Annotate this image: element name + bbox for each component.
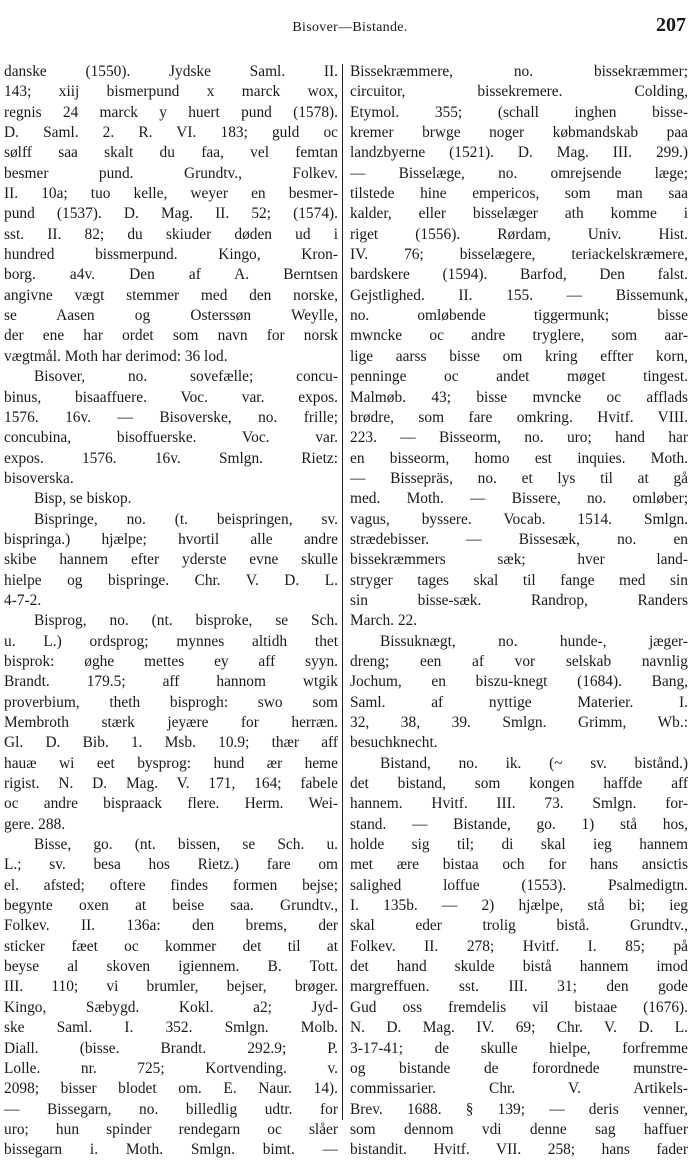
text-line: bispringa.) hjælpe; hvortil alle andre xyxy=(4,530,338,548)
text-line: 143; xiij bismerpund x marck wox, xyxy=(4,83,338,101)
text-line: kalder, eller bisselæger ath komme i xyxy=(350,205,688,223)
text-line: lige aarss bisse om kring effter korn, xyxy=(350,347,688,365)
text-line: expos. 1576. 16v. Smlgn. Rietz: xyxy=(4,449,338,467)
left-column xyxy=(4,62,338,1161)
text-line: Jochum, en biszu-knegt (1684). Bang, xyxy=(350,673,688,691)
text-line: mwncke oc andre tryglere, som aar- xyxy=(350,327,688,345)
text-line: sticker fæet oc kommer det til at xyxy=(4,937,338,955)
text-line: N. D. Mag. IV. 69; Chr. V. D. L. xyxy=(350,1019,688,1037)
text-line: Gl. D. Bib. 1. Msb. 10.9; thær aff xyxy=(4,734,338,752)
text-line: Bispringe, no. (t. beispringen, sv. xyxy=(34,510,338,528)
text-line: bissekræmmers sæk; hver land- xyxy=(350,551,688,569)
text-line: kremer brwge noger købmandskab paa xyxy=(350,124,688,142)
text-line: 3-17-41; de skulle hielpe, forfremme xyxy=(350,1039,688,1057)
text-line: hielpe og bispringe. Chr. V. D. L. xyxy=(4,571,338,589)
text-line: som dennom vdi denne sag haffuer xyxy=(350,1120,688,1138)
text-line: proverbium, theth bisprogh: swo som xyxy=(4,693,338,711)
text-line: uro; hun spinder rendegarn oc slåer xyxy=(4,1120,338,1138)
running-head: Bisover—Bistande. xyxy=(292,20,408,35)
text-line: se Aasen og Osterssøn Weylle, xyxy=(4,307,338,325)
text-line: Saml. af nyttige Materier. I. xyxy=(350,693,688,711)
text-line: el. afsted; oftere findes formen bejse; xyxy=(4,876,338,894)
text-line: 2098; bisser blodet om. E. Naur. 14). xyxy=(4,1080,338,1098)
text-line: danske (1550). Jydske Saml. II. xyxy=(4,63,338,80)
page-number: 207 xyxy=(656,14,686,36)
text-line: landzbyerne (1521). D. Mag. III. 299.) xyxy=(350,144,688,162)
text-line: Bisover, no. sovefælle; concu- xyxy=(34,368,338,386)
text-line: — Bisselæge, no. omrejsende læge; xyxy=(350,164,688,182)
column-divider xyxy=(342,64,343,1120)
text-line: hauæ wi eet bysprog: hund ær heme xyxy=(4,754,338,772)
text-line: binus, bisaaffuere. Voc. var. expos. xyxy=(4,388,338,406)
text-line: og bistande de forordnede munstre- xyxy=(350,1059,688,1077)
text-line: D. Saml. 2. R. VI. 183; guld oc xyxy=(4,124,338,142)
page-header xyxy=(0,14,700,44)
text-line: Folkev. II. 278; Hvitf. I. 85; på xyxy=(350,937,688,955)
text-line: Bisp, se biskop. xyxy=(34,490,132,508)
text-line: pund (1537). D. Mag. II. 52; (1574). xyxy=(4,205,338,223)
text-line: IV. 76; bisselægere, teriackelskræmere, xyxy=(350,246,688,264)
text-line: L.; sv. besa hos Rietz.) fare om xyxy=(4,856,338,874)
text-line: penninge oc andet møget tingest. xyxy=(350,368,688,386)
text-line: regnis 24 marck y huert pund (1578). xyxy=(4,103,338,121)
text-line: Kingo, Sæbygd. Kokl. a2; Jyd- xyxy=(4,998,338,1016)
text-line: — Bissegarn, no. billedlig udtr. for xyxy=(4,1100,338,1118)
text-line: sst. II. 82; du skiuder døden ud i xyxy=(4,225,338,243)
text-line: borg. a4v. Den af A. Berntsen xyxy=(4,266,338,284)
text-line: stand. — Bistande, go. 1) stå hos, xyxy=(350,815,688,833)
text-line: III. 110; vi brumler, bejser, brøger. xyxy=(4,978,338,996)
text-line: bissegarn i. Moth. Smlgn. bimt. — xyxy=(4,1141,338,1159)
text-line: brødre, som fare omkring. Hvitf. VIII. xyxy=(350,408,688,426)
text-line: vagus, byssere. Vocab. 1514. Smlgn. xyxy=(350,510,688,528)
text-line: 4-7-2. xyxy=(4,591,42,609)
text-line: skal eder trolig bistå. Grundtv., xyxy=(350,917,688,935)
text-line: sin bisse-sæk. Randrop, Randers xyxy=(350,591,688,609)
text-line: rigist. N. D. Mag. V. 171, 164; fabele xyxy=(4,775,338,793)
text-line: strædebisser. — Bissesæk, no. en xyxy=(350,530,688,548)
text-line: bisoverska. xyxy=(4,469,74,487)
text-line: beyse al skoven igiennem. B. Tott. xyxy=(4,958,338,976)
text-line: vægtmål. Moth har derimod: 36 lod. xyxy=(4,347,228,365)
right-column xyxy=(350,62,688,1161)
text-line: dreng; een af vor selskab navnlig xyxy=(350,652,688,670)
text-line: — Bissepräs, no. et lys til at gå xyxy=(350,469,688,487)
text-line: bistandit. Hvitf. VII. 258; hans fader xyxy=(350,1141,688,1159)
text-line: II. 10a; tuo kelle, weyer en besmer- xyxy=(4,185,338,203)
text-line: no. omløbende tiggermunk; bisse xyxy=(350,307,688,325)
text-line: riget (1556). Rørdam, Univ. Hist. xyxy=(350,225,688,243)
text-line: bisprok: øghe mettes ey aff syyn. xyxy=(4,652,338,670)
text-line: Etymol. 355; (schall inghen bisse- xyxy=(350,103,688,121)
text-line: sølff saa skalt du faa, vel femtan xyxy=(4,144,338,162)
text-line: March. 22. xyxy=(350,612,418,630)
text-line: commissarier. Chr. V. Artikels- xyxy=(350,1080,688,1098)
text-line: det bistand, som kongen haffde aff xyxy=(350,775,688,793)
text-line: med. Moth. — Bissere, no. omløber; xyxy=(350,490,688,508)
text-line: Bisse, go. (nt. bissen, se Sch. u. xyxy=(34,836,338,854)
text-line: 223. — Bisseorm, no. uro; hand har xyxy=(350,429,688,447)
text-line: holde sig til; di skal ieg hannem xyxy=(350,836,688,854)
text-line: Bistand, no. ik. (~ sv. bistånd.) xyxy=(380,754,688,772)
text-line: salighed loffue (1553). Psalmedigtn. xyxy=(350,876,688,894)
text-line: oc andre bispraack flere. Herm. Wei- xyxy=(4,795,338,813)
text-line: Brev. 1688. § 139; — deris venner, xyxy=(350,1100,688,1118)
text-line: 32, 38, 39. Smlgn. Grimm, Wb.: xyxy=(350,714,688,731)
text-line: hannem. Hvitf. III. 73. Smlgn. for- xyxy=(350,795,688,813)
text-line: I. 135b. — 2) hjælpe, stå bi; ieg xyxy=(350,897,688,915)
text-line: Membroth stærk jeyære for herræn. xyxy=(4,714,338,731)
text-line: besuchknecht. xyxy=(350,734,438,752)
text-line: Bissekræmmere, no. bissekræmmer; xyxy=(350,63,688,80)
text-line: Gud oss fremdelis vil bistaae (1676). xyxy=(350,998,688,1016)
text-line: 1576. 16v. — Bisoverske, no. frille; xyxy=(4,408,338,426)
text-line: gere. 288. xyxy=(4,815,66,833)
text-line: u. L.) ordsprog; mynnes altidh thet xyxy=(4,632,338,650)
text-line: Bissuknægt, no. hunde-, jæger- xyxy=(380,632,688,650)
text-line: met ære bistaa och for hans ansictis xyxy=(350,856,688,874)
text-line: det hand skulde bistå hannem imod xyxy=(350,958,688,976)
text-line: Gejstlighed. II. 155. — Bissemunk, xyxy=(350,286,688,304)
text-line: ske Saml. I. 352. Smlgn. Molb. xyxy=(4,1019,338,1037)
text-line: besmer pund. Grundtv., Folkev. xyxy=(4,164,338,182)
text-line: circuitor, bissekremere. Colding, xyxy=(350,83,688,101)
text-line: Folkev. II. 136a: den brems, der xyxy=(4,917,338,935)
text-line: hundred bissmerpund. Kingo, Kron- xyxy=(4,246,338,264)
text-line: skibe hannem efter yderste evne skulle xyxy=(4,551,338,569)
text-line: der ene har ordet som navn for norsk xyxy=(4,327,338,345)
text-line: Diall. (bisse. Brandt. 292.9; P. xyxy=(4,1039,338,1057)
text-line: en bisseorm, homo est inquies. Moth. xyxy=(350,449,688,467)
text-line: concubina, bisoffuerske. Voc. var. xyxy=(4,429,338,447)
text-line: Malmøb. 43; bisse mvncke oc afflads xyxy=(350,388,688,406)
text-line: Brandt. 179.5; aff hannom wtgik xyxy=(4,673,338,691)
text-line: Lolle. nr. 725; Kortvending. v. xyxy=(4,1059,338,1077)
text-line: Bisprog, no. (nt. bisproke, se Sch. xyxy=(34,612,338,630)
text-line: stryger tages skal til fange med sin xyxy=(350,571,688,589)
text-line: bardskere (1594). Barfod, Den falst. xyxy=(350,266,688,284)
text-line: angivne vægt stemmer med den norske, xyxy=(4,286,338,304)
text-line: begynte oxen at beise saa. Grundtv., xyxy=(4,897,338,915)
text-line: margreffuen. sst. III. 31; den gode xyxy=(350,978,688,996)
text-line: tilstede hine empericos, som man saa xyxy=(350,185,688,203)
